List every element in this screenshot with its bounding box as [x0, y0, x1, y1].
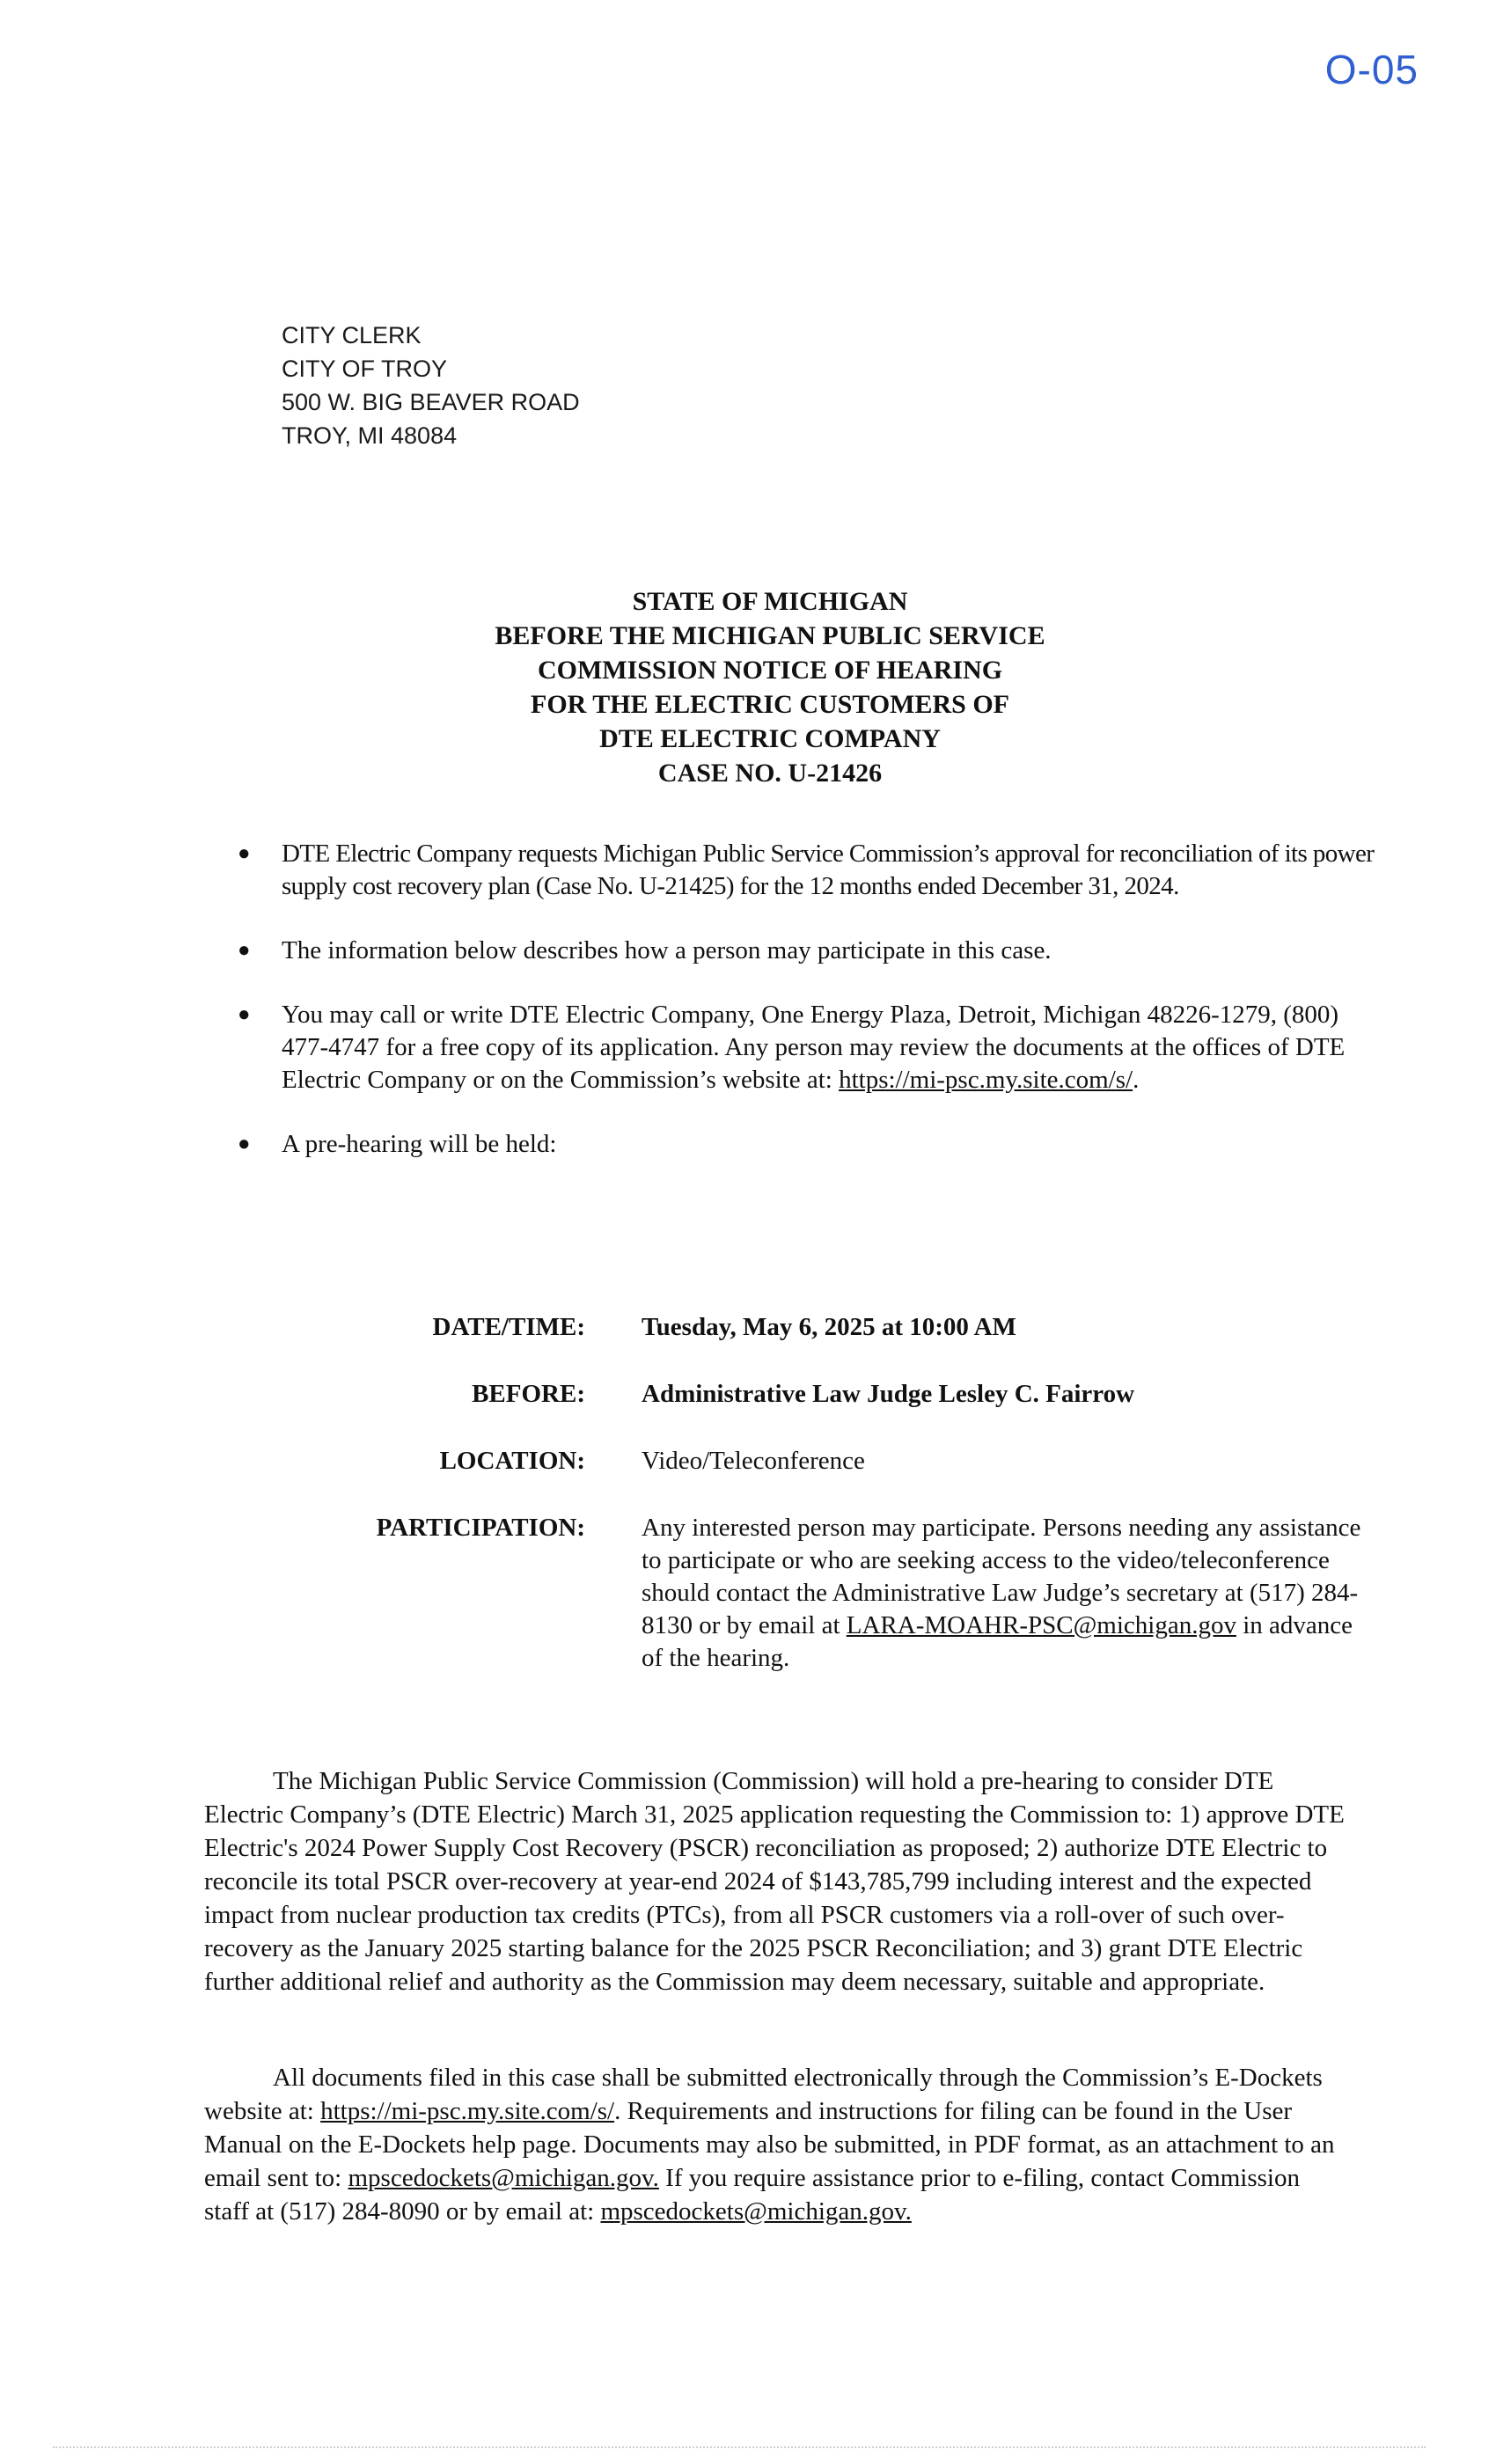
moahr-email-link[interactable]: LARA-MOAHR-PSC@michigan.gov — [846, 1611, 1236, 1639]
bullet-text-end: . — [1133, 1066, 1140, 1094]
notice-bullet-list — [232, 838, 1376, 1192]
hearing-purpose-paragraph: The Michigan Public Service Commission (Commission) will hold a pre-hearing to consider DTE Electric Company’s (DTE Electric) March 31, 2025 application requesting the Commission to: 1) approve DTE Electric's 2024 Power Supply Cost Recovery (PSCR) reconciliation as proposed; 2) authorize DTE Electric to reconcile its total PSCR over-recovery at year-end 2024 of $143,785,799 including interest and the expected impact from nuclear production tax credits (PTCs), from all PSCR customers via a roll-over of such over-recovery as the January 2025 starting balance for the 2025 PSCR Reconciliation; and 3) grant DTE Electric further additional relief and authority as the Commission may deem necessary, suitable and appropriate. — [204, 1767, 1345, 1996]
datetime-value: Tuesday, May 6, 2025 at 10:00 AM — [642, 1313, 1016, 1341]
participation-text-end: in advance of the hearing. — [642, 1611, 1353, 1672]
filing-text: All documents filed in this case shall be submitted electronically through the Commission’s E-Dockets website at: — [204, 2064, 1323, 2125]
bullet-icon: ● — [238, 1133, 251, 1155]
heading-line: STATE OF MICHIGAN — [632, 587, 908, 616]
heading-line: FOR THE ELECTRIC CUSTOMERS OF — [531, 690, 1009, 719]
detail-row-location — [264, 1445, 1390, 1478]
notice-heading — [0, 584, 1496, 790]
heading-line: DTE ELECTRIC COMPANY — [599, 724, 941, 753]
filing-text: If you require assistance prior to e-filing, contact Commission staff at (517) 284-8090 or by email at: — [204, 2164, 1300, 2226]
address-line: 500 W. BIG BEAVER ROAD — [282, 389, 580, 415]
heading-line: BEFORE THE MICHIGAN PUBLIC SERVICE — [495, 621, 1045, 650]
datetime-label: DATE/TIME: — [432, 1313, 585, 1341]
bullet-text: You may call or write DTE Electric Company, One Energy Plaza, Detroit, Michigan 48226-1279, (800) 477-4747 for a free copy of its application. Any person may review the documents at the offices of DTE Electric Company or on the Commission’s website at: — [282, 1001, 1346, 1094]
filing-text: . Requirements and instructions for filing can be found in the User Manual on the E-Dockets help page. Documents may also be submitted, in PDF format, as an attachment to an email sent to: — [204, 2097, 1335, 2192]
scan-artifact-divider — [53, 2446, 1426, 2450]
participation-value — [642, 1512, 1372, 1675]
participation-label: PARTICIPATION: — [376, 1514, 585, 1542]
location-label: LOCATION: — [439, 1447, 585, 1475]
bullet-text: DTE Electric Company requests Michigan Public Service Commission’s approval for reconciliation of its power supply cost recovery plan (Case No. U-21425) for the 12 months ended December 31, 2024. — [282, 840, 1375, 900]
recipient-address-block — [282, 319, 580, 452]
bullet-icon: ● — [238, 1003, 251, 1026]
case-number: CASE NO. U-21426 — [657, 759, 883, 788]
bullet-item-contact — [232, 999, 1376, 1096]
filing-instructions-paragraph — [204, 2061, 1348, 2228]
commission-website-link[interactable]: https://mi-psc.my.site.com/s/ — [839, 1066, 1133, 1094]
heading-line: COMMISSION NOTICE OF HEARING — [537, 656, 1003, 685]
detail-row-participation — [264, 1512, 1390, 1675]
before-label: BEFORE: — [472, 1380, 585, 1408]
address-line: TROY, MI 48084 — [282, 422, 458, 449]
hearing-details — [264, 1311, 1390, 1709]
bullet-icon: ● — [238, 939, 251, 962]
bullet-item-request — [232, 838, 1376, 903]
address-line: CITY CLERK — [282, 322, 422, 348]
mpsc-edockets-email-link[interactable]: mpscedockets@michigan.gov. — [348, 2164, 659, 2192]
detail-row-before — [264, 1378, 1390, 1411]
document-id-stamp: O-05 — [1324, 47, 1419, 92]
bullet-item-prehearing — [232, 1128, 1376, 1161]
bullet-text: The information below describes how a person may participate in this case. — [282, 936, 1052, 964]
edockets-website-link[interactable]: https://mi-psc.my.site.com/s/ — [320, 2097, 615, 2125]
detail-row-datetime — [264, 1311, 1390, 1344]
mpsc-edockets-email-link-2[interactable]: mpscedockets@michigan.gov. — [600, 2197, 912, 2226]
address-line: CITY OF TROY — [282, 356, 448, 382]
participation-text: Any interested person may participate. Persons needing any assistance to participate or who are seeking access to the video/teleconference should contact the Administrative Law Judge’s secretary at (517) 284-8130 or by email at — [642, 1514, 1361, 1639]
bullet-icon: ● — [238, 842, 250, 865]
location-value: Video/Teleconference — [642, 1447, 865, 1475]
bullet-item-participation-info — [232, 935, 1376, 967]
bullet-text: A pre-hearing will be held: — [282, 1130, 557, 1158]
before-value: Administrative Law Judge Lesley C. Fairrow — [642, 1380, 1135, 1408]
